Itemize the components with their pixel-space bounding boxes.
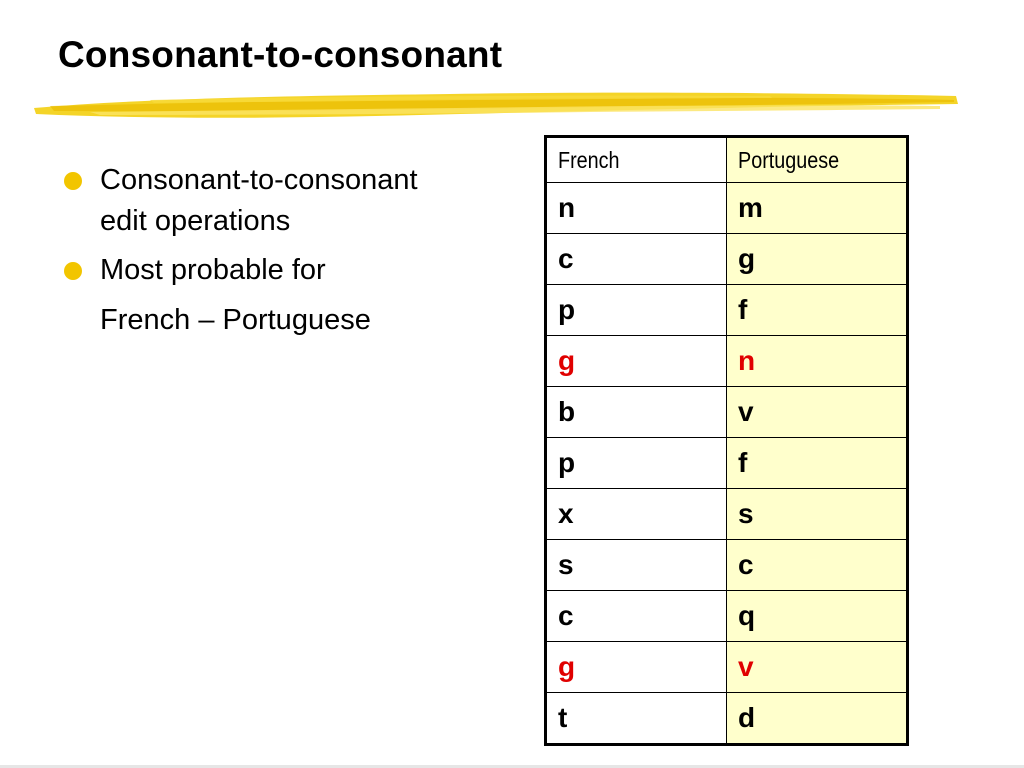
header-portuguese-label: Portuguese <box>738 146 840 173</box>
table-row <box>546 387 908 438</box>
table-row <box>546 438 908 489</box>
table-body <box>546 183 908 745</box>
slide-title: Consonant-to-consonant <box>58 34 503 75</box>
bullet-text-line1: Consonant-to-consonant <box>100 164 418 196</box>
table-row <box>546 591 908 642</box>
bullet-item <box>64 250 504 341</box>
table-row <box>546 183 908 234</box>
cell-portuguese: f <box>727 438 908 489</box>
yellow-brush-stroke <box>30 84 960 128</box>
bullet-dot-icon <box>64 262 82 280</box>
cell-french: n <box>546 183 727 234</box>
cell-portuguese: v <box>727 642 908 693</box>
table-row <box>546 336 908 387</box>
bullet-list <box>64 160 504 341</box>
header-french <box>546 137 727 183</box>
bullet-item <box>64 160 504 242</box>
cell-french: g <box>546 336 727 387</box>
header-french-label: French <box>558 146 620 173</box>
cell-portuguese: g <box>727 234 908 285</box>
cell-french: g <box>546 642 727 693</box>
cell-french: c <box>546 234 727 285</box>
cell-portuguese: q <box>727 591 908 642</box>
cell-french: p <box>546 285 727 336</box>
bullet-text-line2: French – Portuguese <box>100 304 371 336</box>
table-header-row <box>546 137 908 183</box>
cell-portuguese: n <box>727 336 908 387</box>
cell-french: x <box>546 489 727 540</box>
bullet-text-line1: Most probable for <box>100 254 326 286</box>
cell-french: b <box>546 387 727 438</box>
table-row <box>546 234 908 285</box>
bullet-text-line2: edit operations <box>100 205 291 237</box>
cell-portuguese: d <box>727 693 908 745</box>
cell-portuguese: m <box>727 183 908 234</box>
consonant-mapping-table <box>544 135 909 746</box>
table-row <box>546 642 908 693</box>
cell-portuguese: f <box>727 285 908 336</box>
table-row <box>546 489 908 540</box>
bullet-dot-icon <box>64 172 82 190</box>
cell-portuguese: s <box>727 489 908 540</box>
table-row <box>546 540 908 591</box>
cell-french: p <box>546 438 727 489</box>
table-row <box>546 693 908 745</box>
cell-french: s <box>546 540 727 591</box>
header-portuguese <box>727 137 908 183</box>
table-row <box>546 285 908 336</box>
cell-french: c <box>546 591 727 642</box>
cell-portuguese: v <box>727 387 908 438</box>
cell-portuguese: c <box>727 540 908 591</box>
cell-french: t <box>546 693 727 745</box>
